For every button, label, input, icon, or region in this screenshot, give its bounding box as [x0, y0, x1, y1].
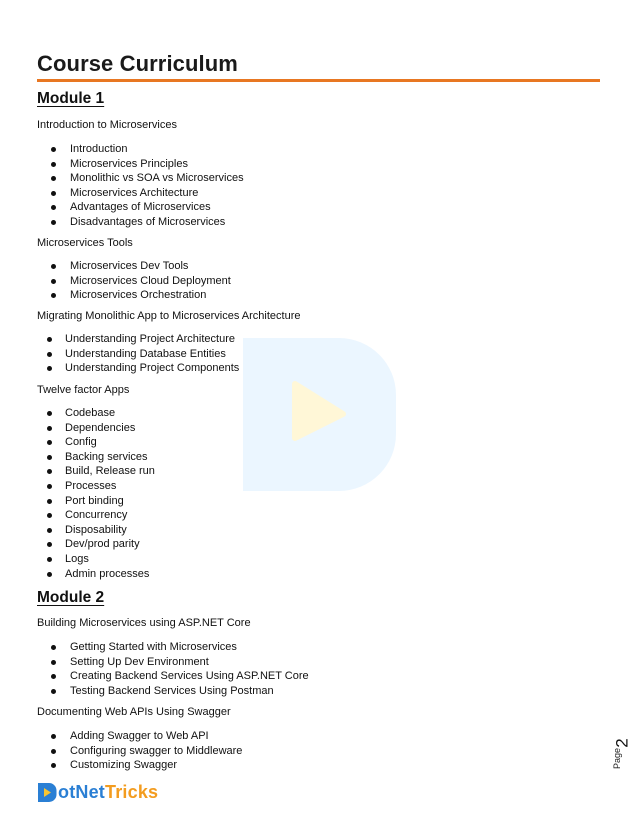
bullet-icon — [47, 469, 52, 474]
bullet-icon — [47, 557, 52, 562]
bullet-icon — [47, 440, 52, 445]
bullet-icon — [51, 176, 56, 181]
bullet-icon — [51, 205, 56, 210]
dotnettricks-play-icon — [37, 782, 57, 803]
bullet-icon — [47, 499, 52, 504]
page-number-value: 2 — [612, 738, 632, 748]
bullet-icon — [47, 455, 52, 460]
section-title: Twelve factor Apps — [37, 384, 130, 396]
bullet-icon — [51, 293, 56, 298]
bullet-icon — [51, 264, 56, 269]
section-title: Microservices Tools — [37, 237, 133, 249]
page-label: Page — [612, 747, 622, 769]
section-title: Introduction to Microservices — [37, 119, 177, 131]
bullet-icon — [47, 426, 52, 431]
bullet-icon — [51, 734, 56, 739]
section-title: Building Microservices using ASP.NET Core — [37, 617, 251, 629]
bullet-icon — [47, 366, 52, 371]
bullet-icon — [47, 352, 52, 357]
bullet-icon — [51, 749, 56, 754]
bullet-icon — [51, 191, 56, 196]
bullet-icon — [47, 411, 52, 416]
module-heading: Module 1 — [37, 90, 105, 107]
bullet-icon — [51, 645, 56, 650]
bullet-icon — [51, 763, 56, 768]
module-heading: Module 2 — [37, 589, 105, 606]
bullet-icon — [47, 337, 52, 342]
title-divider — [37, 79, 600, 82]
document-page: Course Curriculum Module 1 Introduction to Microservices Introduction Microservices Principles Monolithic vs SOA vs Microservices Microservices Architecture Advantages of Microservices Disadvantages of Microservices Microservices Tools Microservices Dev Tools Microservices Cloud Deployment Microservices Orchestration Migrating Monolithic App to Microservices Architecture Understanding Project Architecture Understanding Database Entities Understanding Project Components Twelve factor Apps Codebase Dependencies Config Backing services Build, Release run Processes Port binding Concurrency Disposability Dev/prod parity Logs Admin processes Module 2 Building Microservices using ASP.NET Core Getting Started with Microservices Setting Up Dev Environment Creating Backend Services Using ASP.NET Core Testing Backend Services Using Postman Documenting Web APIs Using Swagger Adding Swagger to Web API Configuring swagger to Middleware Customizing Swagger Page 2 otNetTricks — [0, 0, 638, 826]
page-title: Course Curriculum — [37, 51, 238, 76]
page-number — [612, 735, 632, 775]
bullet-icon — [47, 572, 52, 577]
section-title: Migrating Monolithic App to Microservices Architecture — [37, 310, 301, 322]
dotnettricks-logo — [37, 780, 158, 804]
bullet-icon — [47, 528, 52, 533]
bullet-icon — [51, 660, 56, 665]
section-title: Documenting Web APIs Using Swagger — [37, 706, 231, 718]
bullet-icon — [51, 220, 56, 225]
bullet-icon — [47, 484, 52, 489]
bullet-icon — [51, 689, 56, 694]
bullet-icon — [47, 513, 52, 518]
play-logo-icon — [243, 338, 396, 491]
bullet-icon — [47, 542, 52, 547]
bullet-icon — [51, 147, 56, 152]
bullet-icon — [51, 162, 56, 167]
bullet-icon — [51, 674, 56, 679]
logo-wordmark: otNetTricks — [58, 781, 159, 802]
bullet-icon — [51, 279, 56, 284]
